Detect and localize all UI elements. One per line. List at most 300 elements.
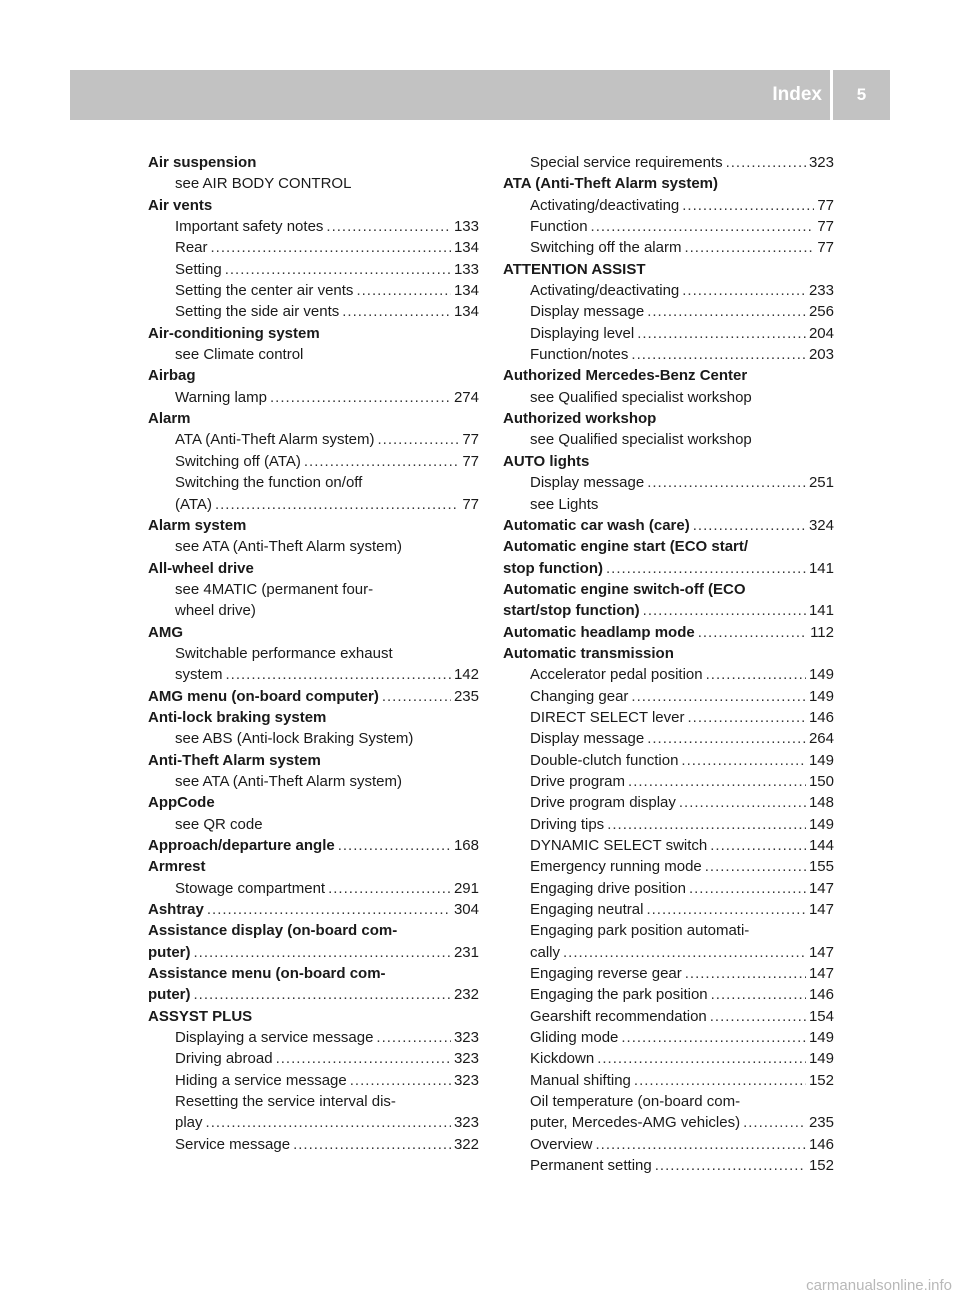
entry-label: Ashtray: [148, 901, 204, 919]
index-subentry: [148, 1134, 479, 1155]
entry-label: stop function): [503, 559, 603, 577]
section-title: Index: [772, 84, 822, 105]
index-entry: [503, 451, 834, 472]
entry-label: Setting the center air vents: [175, 282, 354, 300]
entry-label: Anti-Theft Alarm system: [148, 751, 321, 769]
entry-page-number: 204: [808, 324, 834, 342]
entry-label: see Qualified specialist workshop: [530, 388, 752, 406]
leader-dots: [646, 899, 806, 920]
entry-label: Engaging neutral: [530, 901, 644, 919]
leader-dots: [684, 237, 814, 258]
entry-label: Automatic engine start (ECO start/: [503, 538, 749, 556]
index-entry: [148, 323, 479, 344]
index-subentry: [148, 1112, 479, 1133]
index-subentry: [503, 1048, 834, 1069]
index-subentry: [148, 728, 479, 749]
leader-dots: [685, 963, 806, 984]
entry-label: (ATA): [175, 495, 212, 513]
index-subentry: [503, 792, 834, 813]
entry-label: Permanent setting: [530, 1157, 652, 1175]
index-entry: [148, 963, 479, 984]
entry-page-number: 324: [808, 516, 834, 534]
index-subentry: [148, 1091, 479, 1112]
index-entry: [148, 942, 479, 963]
entry-label: puter): [148, 943, 191, 961]
index-column-left: [148, 152, 479, 1155]
entry-page-number: 147: [808, 943, 834, 961]
leader-dots: [681, 750, 806, 771]
leader-dots: [606, 558, 806, 579]
index-entry: [503, 365, 834, 386]
entry-label: Warning lamp: [175, 388, 267, 406]
index-subentry: [503, 387, 834, 408]
index-subentry: [148, 771, 479, 792]
index-entry: [503, 622, 834, 643]
index-subentry: [503, 856, 834, 877]
index-subentry: [503, 707, 834, 728]
entry-label: Emergency running mode: [530, 858, 702, 876]
leader-dots: [211, 237, 451, 258]
entry-page-number: 264: [808, 730, 834, 748]
leader-dots: [293, 1134, 451, 1155]
entry-page-number: 77: [817, 218, 834, 236]
entry-label: system: [175, 666, 223, 684]
index-subentry: [503, 237, 834, 258]
entry-label: Armrest: [148, 858, 206, 876]
index-entry: [148, 195, 479, 216]
index-subentry: [503, 152, 834, 173]
index-subentry: [148, 1027, 479, 1048]
index-subentry: [503, 899, 834, 920]
index-subentry: [148, 664, 479, 685]
entry-label: Important safety notes: [175, 218, 324, 236]
index-entry: [503, 536, 834, 557]
leader-dots: [382, 686, 451, 707]
entry-label: puter, Mercedes-AMG vehicles): [530, 1114, 741, 1132]
index-subentry: [503, 920, 834, 941]
entry-label: Display message: [530, 474, 645, 492]
entry-label: Displaying level: [530, 324, 635, 342]
leader-dots: [679, 792, 806, 813]
entry-page-number: 144: [808, 837, 834, 854]
entry-page-number: 149: [808, 1029, 834, 1047]
entry-label: Stowage compartment: [175, 879, 326, 897]
leader-dots: [655, 1155, 806, 1176]
entry-page-number: 147: [808, 879, 834, 897]
index-entry: [148, 707, 479, 728]
index-entry: [148, 408, 479, 429]
entry-label: Air vents: [148, 196, 213, 214]
entry-label: Gliding mode: [530, 1029, 619, 1047]
leader-dots: [304, 451, 459, 472]
leader-dots: [743, 1112, 806, 1133]
leader-dots: [206, 1112, 451, 1133]
entry-label: Rear: [175, 239, 208, 257]
leader-dots: [342, 301, 451, 322]
index-entry: [148, 365, 479, 386]
index-subentry: [503, 1006, 834, 1027]
leader-dots: [726, 152, 806, 173]
leader-dots: [637, 323, 806, 344]
leader-dots: [276, 1048, 451, 1069]
entry-label: Assistance display (on-board com-: [148, 922, 398, 940]
index-entry: [503, 579, 834, 600]
leader-dots: [226, 664, 451, 685]
entry-label: Air suspension: [148, 154, 257, 171]
index-subentry: [503, 216, 834, 237]
entry-page-number: 323: [453, 1071, 479, 1089]
entry-page-number: 274: [453, 388, 479, 406]
index-subentry: [148, 600, 479, 621]
entry-page-number: 233: [808, 282, 834, 300]
index-subentry: [503, 301, 834, 322]
entry-page-number: 133: [453, 218, 479, 236]
index-subentry: [148, 814, 479, 835]
entry-label: Alarm: [148, 410, 191, 428]
index-subentry: [503, 280, 834, 301]
entry-label: Alarm system: [148, 516, 247, 534]
entry-label: see 4MATIC (permanent four-: [175, 580, 374, 598]
entry-label: Automatic headlamp mode: [503, 623, 695, 641]
entry-label: Function/notes: [530, 346, 629, 364]
entry-label: Switchable performance exhaust: [175, 644, 393, 662]
entry-label: DIRECT SELECT lever: [530, 708, 685, 726]
leader-dots: [326, 216, 451, 237]
leader-dots: [591, 216, 815, 237]
leader-dots: [682, 195, 814, 216]
leader-dots: [377, 429, 459, 450]
entry-page-number: 134: [453, 303, 479, 321]
entry-label: Engaging the park position: [530, 986, 708, 1004]
index-subentry: [503, 195, 834, 216]
index-subentry: [148, 259, 479, 280]
entry-page-number: 149: [808, 1050, 834, 1068]
index-entry: [148, 750, 479, 771]
index-subentry: [503, 814, 834, 835]
entry-label: Kickdown: [530, 1050, 595, 1068]
entry-page-number: 323: [453, 1114, 479, 1132]
entry-label: Activating/deactivating: [530, 196, 680, 214]
index-subentry: [503, 1112, 834, 1133]
entry-label: see Lights: [530, 495, 599, 513]
entry-page-number: 149: [808, 815, 834, 833]
leader-dots: [563, 942, 806, 963]
index-column-right: [503, 152, 834, 1177]
entry-label: ATA (Anti-Theft Alarm system): [175, 431, 375, 449]
entry-page-number: 147: [808, 901, 834, 919]
entry-label: Gearshift recommendation: [530, 1007, 707, 1025]
entry-label: Displaying a service message: [175, 1029, 374, 1047]
index-subentry: [148, 878, 479, 899]
page-header: [70, 70, 890, 120]
entry-label: start/stop function): [503, 602, 640, 620]
entry-label: ATA (Anti-Theft Alarm system): [503, 175, 719, 193]
entry-page-number: 152: [808, 1157, 834, 1175]
leader-dots: [688, 707, 806, 728]
entry-label: Service message: [175, 1135, 291, 1153]
leader-dots: [225, 259, 451, 280]
leader-dots: [270, 387, 451, 408]
entry-page-number: 304: [453, 901, 479, 919]
index-entry: [503, 643, 834, 664]
leader-dots: [338, 835, 451, 856]
index-subentry: [503, 984, 834, 1005]
index-entry: [503, 173, 834, 194]
entry-label: Special service requirements: [530, 154, 723, 171]
leader-dots: [215, 494, 459, 515]
watermark: carmanualsonline.info: [806, 1277, 952, 1294]
index-subentry: [148, 280, 479, 301]
leader-dots: [711, 984, 806, 1005]
index-subentry: [148, 494, 479, 515]
index-subentry: [503, 429, 834, 450]
entry-label: play: [175, 1114, 203, 1132]
leader-dots: [698, 622, 807, 643]
entry-label: AMG: [148, 623, 183, 641]
index-subentry: [503, 878, 834, 899]
entry-page-number: 77: [817, 239, 834, 257]
index-entry: [148, 1006, 479, 1027]
index-subentry: [148, 579, 479, 600]
leader-dots: [710, 1006, 806, 1027]
entry-page-number: 112: [810, 623, 834, 641]
index-subentry: [503, 686, 834, 707]
entry-page-number: 322: [453, 1135, 479, 1153]
index-entry: [148, 515, 479, 536]
leader-dots: [689, 878, 806, 899]
index-subentry: [503, 835, 834, 856]
leader-dots: [631, 686, 806, 707]
index-entry: [148, 558, 479, 579]
index-subentry: [503, 771, 834, 792]
entry-page-number: 147: [808, 965, 834, 983]
entry-label: AMG menu (on-board computer): [148, 687, 379, 705]
entry-label: Air-conditioning system: [148, 324, 320, 342]
leader-dots: [647, 301, 806, 322]
index-entry: [503, 408, 834, 429]
entry-label: Switching off (ATA): [175, 452, 301, 470]
entry-page-number: 323: [453, 1029, 479, 1047]
entry-label: DYNAMIC SELECT switch: [530, 837, 708, 854]
index-entry: [503, 259, 834, 280]
leader-dots: [710, 835, 806, 856]
index-entry: [148, 920, 479, 941]
entry-label: Accelerator pedal position: [530, 666, 703, 684]
entry-label: Setting the side air vents: [175, 303, 340, 321]
entry-label: Driving tips: [530, 815, 605, 833]
index-subentry: [503, 472, 834, 493]
entry-label: Automatic car wash (care): [503, 516, 690, 534]
entry-label: Authorized workshop: [503, 410, 657, 428]
entry-page-number: 232: [453, 986, 479, 1004]
leader-dots: [628, 771, 806, 792]
entry-label: Authorized Mercedes-Benz Center: [503, 367, 748, 385]
entry-label: Approach/departure angle: [148, 837, 335, 854]
index-subentry: [148, 451, 479, 472]
index-subentry: [148, 1070, 479, 1091]
entry-label: see Qualified specialist workshop: [530, 431, 752, 449]
entry-label: see QR code: [175, 815, 263, 833]
entry-label: Driving abroad: [175, 1050, 273, 1068]
index-subentry: [503, 1091, 834, 1112]
entry-label: Oil temperature (on-board com-: [530, 1093, 741, 1111]
index-subentry: [503, 963, 834, 984]
leader-dots: [705, 856, 806, 877]
entry-label: Automatic transmission: [503, 644, 674, 662]
index-subentry: [503, 1070, 834, 1091]
leader-dots: [356, 280, 451, 301]
index-entry: [148, 152, 479, 173]
leader-dots: [597, 1048, 806, 1069]
entry-page-number: 154: [808, 1007, 834, 1025]
entry-page-number: 149: [808, 751, 834, 769]
leader-dots: [682, 280, 806, 301]
entry-page-number: 134: [453, 282, 479, 300]
index-subentry: [148, 472, 479, 493]
entry-label: Engaging park position automati-: [530, 922, 750, 940]
leader-dots: [350, 1070, 451, 1091]
index-subentry: [148, 344, 479, 365]
entry-label: wheel drive): [175, 602, 256, 620]
index-subentry: [503, 664, 834, 685]
entry-label: Display message: [530, 730, 645, 748]
entry-label: see ATA (Anti-Theft Alarm system): [175, 538, 403, 556]
index-entry: [503, 600, 834, 621]
entry-page-number: 291: [453, 879, 479, 897]
entry-label: puter): [148, 986, 191, 1004]
index-entry: [503, 515, 834, 536]
index-subentry: [503, 728, 834, 749]
entry-page-number: 146: [808, 986, 834, 1004]
entry-page-number: 149: [808, 687, 834, 705]
entry-label: Anti-lock braking system: [148, 708, 327, 726]
entry-label: cally: [530, 943, 561, 961]
entry-page-number: 141: [808, 602, 834, 620]
leader-dots: [596, 1134, 806, 1155]
entry-page-number: 134: [453, 239, 479, 257]
entry-label: see Climate control: [175, 346, 304, 364]
entry-label: see AIR BODY CONTROL: [175, 175, 352, 193]
entry-label: Drive program: [530, 772, 626, 790]
leader-dots: [194, 984, 451, 1005]
index-subentry: [503, 344, 834, 365]
entry-label: AUTO lights: [503, 452, 590, 470]
index-subentry: [503, 1155, 834, 1176]
index-subentry: [148, 301, 479, 322]
index-entry: [148, 622, 479, 643]
entry-page-number: 148: [808, 794, 834, 812]
entry-label: Overview: [530, 1135, 593, 1153]
entry-label: Assistance menu (on-board com-: [148, 965, 386, 983]
entry-label: Activating/deactivating: [530, 282, 680, 300]
index-entry: [148, 984, 479, 1005]
entry-label: see ABS (Anti-lock Braking System): [175, 730, 414, 748]
entry-label: Airbag: [148, 367, 196, 385]
entry-page-number: 152: [808, 1071, 834, 1089]
entry-page-number: 77: [462, 431, 479, 449]
entry-label: Function: [530, 218, 588, 236]
index-entry: [148, 792, 479, 813]
entry-page-number: 168: [453, 837, 479, 854]
entry-label: Switching the function on/off: [175, 474, 363, 492]
entry-page-number: 231: [453, 943, 479, 961]
entry-label: Hiding a service message: [175, 1071, 347, 1089]
entry-label: Automatic engine switch-off (ECO: [503, 580, 746, 598]
entry-page-number: 142: [453, 666, 479, 684]
index-subentry: [148, 429, 479, 450]
leader-dots: [634, 1070, 806, 1091]
leader-dots: [647, 472, 806, 493]
page-number: 5: [856, 85, 867, 104]
entry-page-number: 77: [462, 452, 479, 470]
index-subentry: [148, 237, 479, 258]
index-subentry: [148, 1048, 479, 1069]
entry-page-number: 146: [808, 708, 834, 726]
leader-dots: [643, 600, 806, 621]
leader-dots: [693, 515, 806, 536]
entry-page-number: 235: [453, 687, 479, 705]
leader-dots: [621, 1027, 806, 1048]
index-subentry: [148, 643, 479, 664]
entry-page-number: 141: [808, 559, 834, 577]
entry-label: Switching off the alarm: [530, 239, 682, 257]
index-subentry: [148, 387, 479, 408]
index-subentry: [148, 216, 479, 237]
index-entry: [148, 686, 479, 707]
entry-page-number: 146: [808, 1135, 834, 1153]
leader-dots: [631, 344, 806, 365]
index-subentry: [503, 494, 834, 515]
entry-label: Display message: [530, 303, 645, 321]
entry-label: see ATA (Anti-Theft Alarm system): [175, 772, 403, 790]
entry-page-number: 256: [808, 303, 834, 321]
entry-page-number: 149: [808, 666, 834, 684]
leader-dots: [194, 942, 451, 963]
entry-label: Resetting the service interval dis-: [175, 1093, 396, 1111]
index-entry: [503, 558, 834, 579]
index-entry: [148, 856, 479, 877]
entry-label: Manual shifting: [530, 1071, 631, 1089]
index-subentry: [503, 750, 834, 771]
index-subentry: [148, 173, 479, 194]
entry-page-number: 133: [453, 260, 479, 278]
entry-label: AppCode: [148, 794, 215, 812]
entry-label: Changing gear: [530, 687, 629, 705]
entry-page-number: 235: [808, 1114, 834, 1132]
entry-page-number: 251: [808, 474, 834, 492]
leader-dots: [328, 878, 451, 899]
index-subentry: [503, 942, 834, 963]
index-subentry: [148, 536, 479, 557]
entry-page-number: 77: [817, 196, 834, 214]
index-subentry: [503, 323, 834, 344]
index-entry: [148, 899, 479, 920]
entry-label: Double-clutch function: [530, 751, 679, 769]
entry-page-number: 323: [453, 1050, 479, 1068]
entry-page-number: 323: [808, 154, 834, 171]
entry-label: ASSYST PLUS: [148, 1007, 253, 1025]
entry-label: Drive program display: [530, 794, 676, 812]
leader-dots: [607, 814, 806, 835]
leader-dots: [376, 1027, 451, 1048]
entry-label: Engaging drive position: [530, 879, 686, 897]
entry-label: ATTENTION ASSIST: [503, 260, 646, 278]
index-subentry: [503, 1134, 834, 1155]
entry-page-number: 150: [808, 772, 834, 790]
leader-dots: [207, 899, 451, 920]
entry-page-number: 155: [808, 858, 834, 876]
index-subentry: [503, 1027, 834, 1048]
